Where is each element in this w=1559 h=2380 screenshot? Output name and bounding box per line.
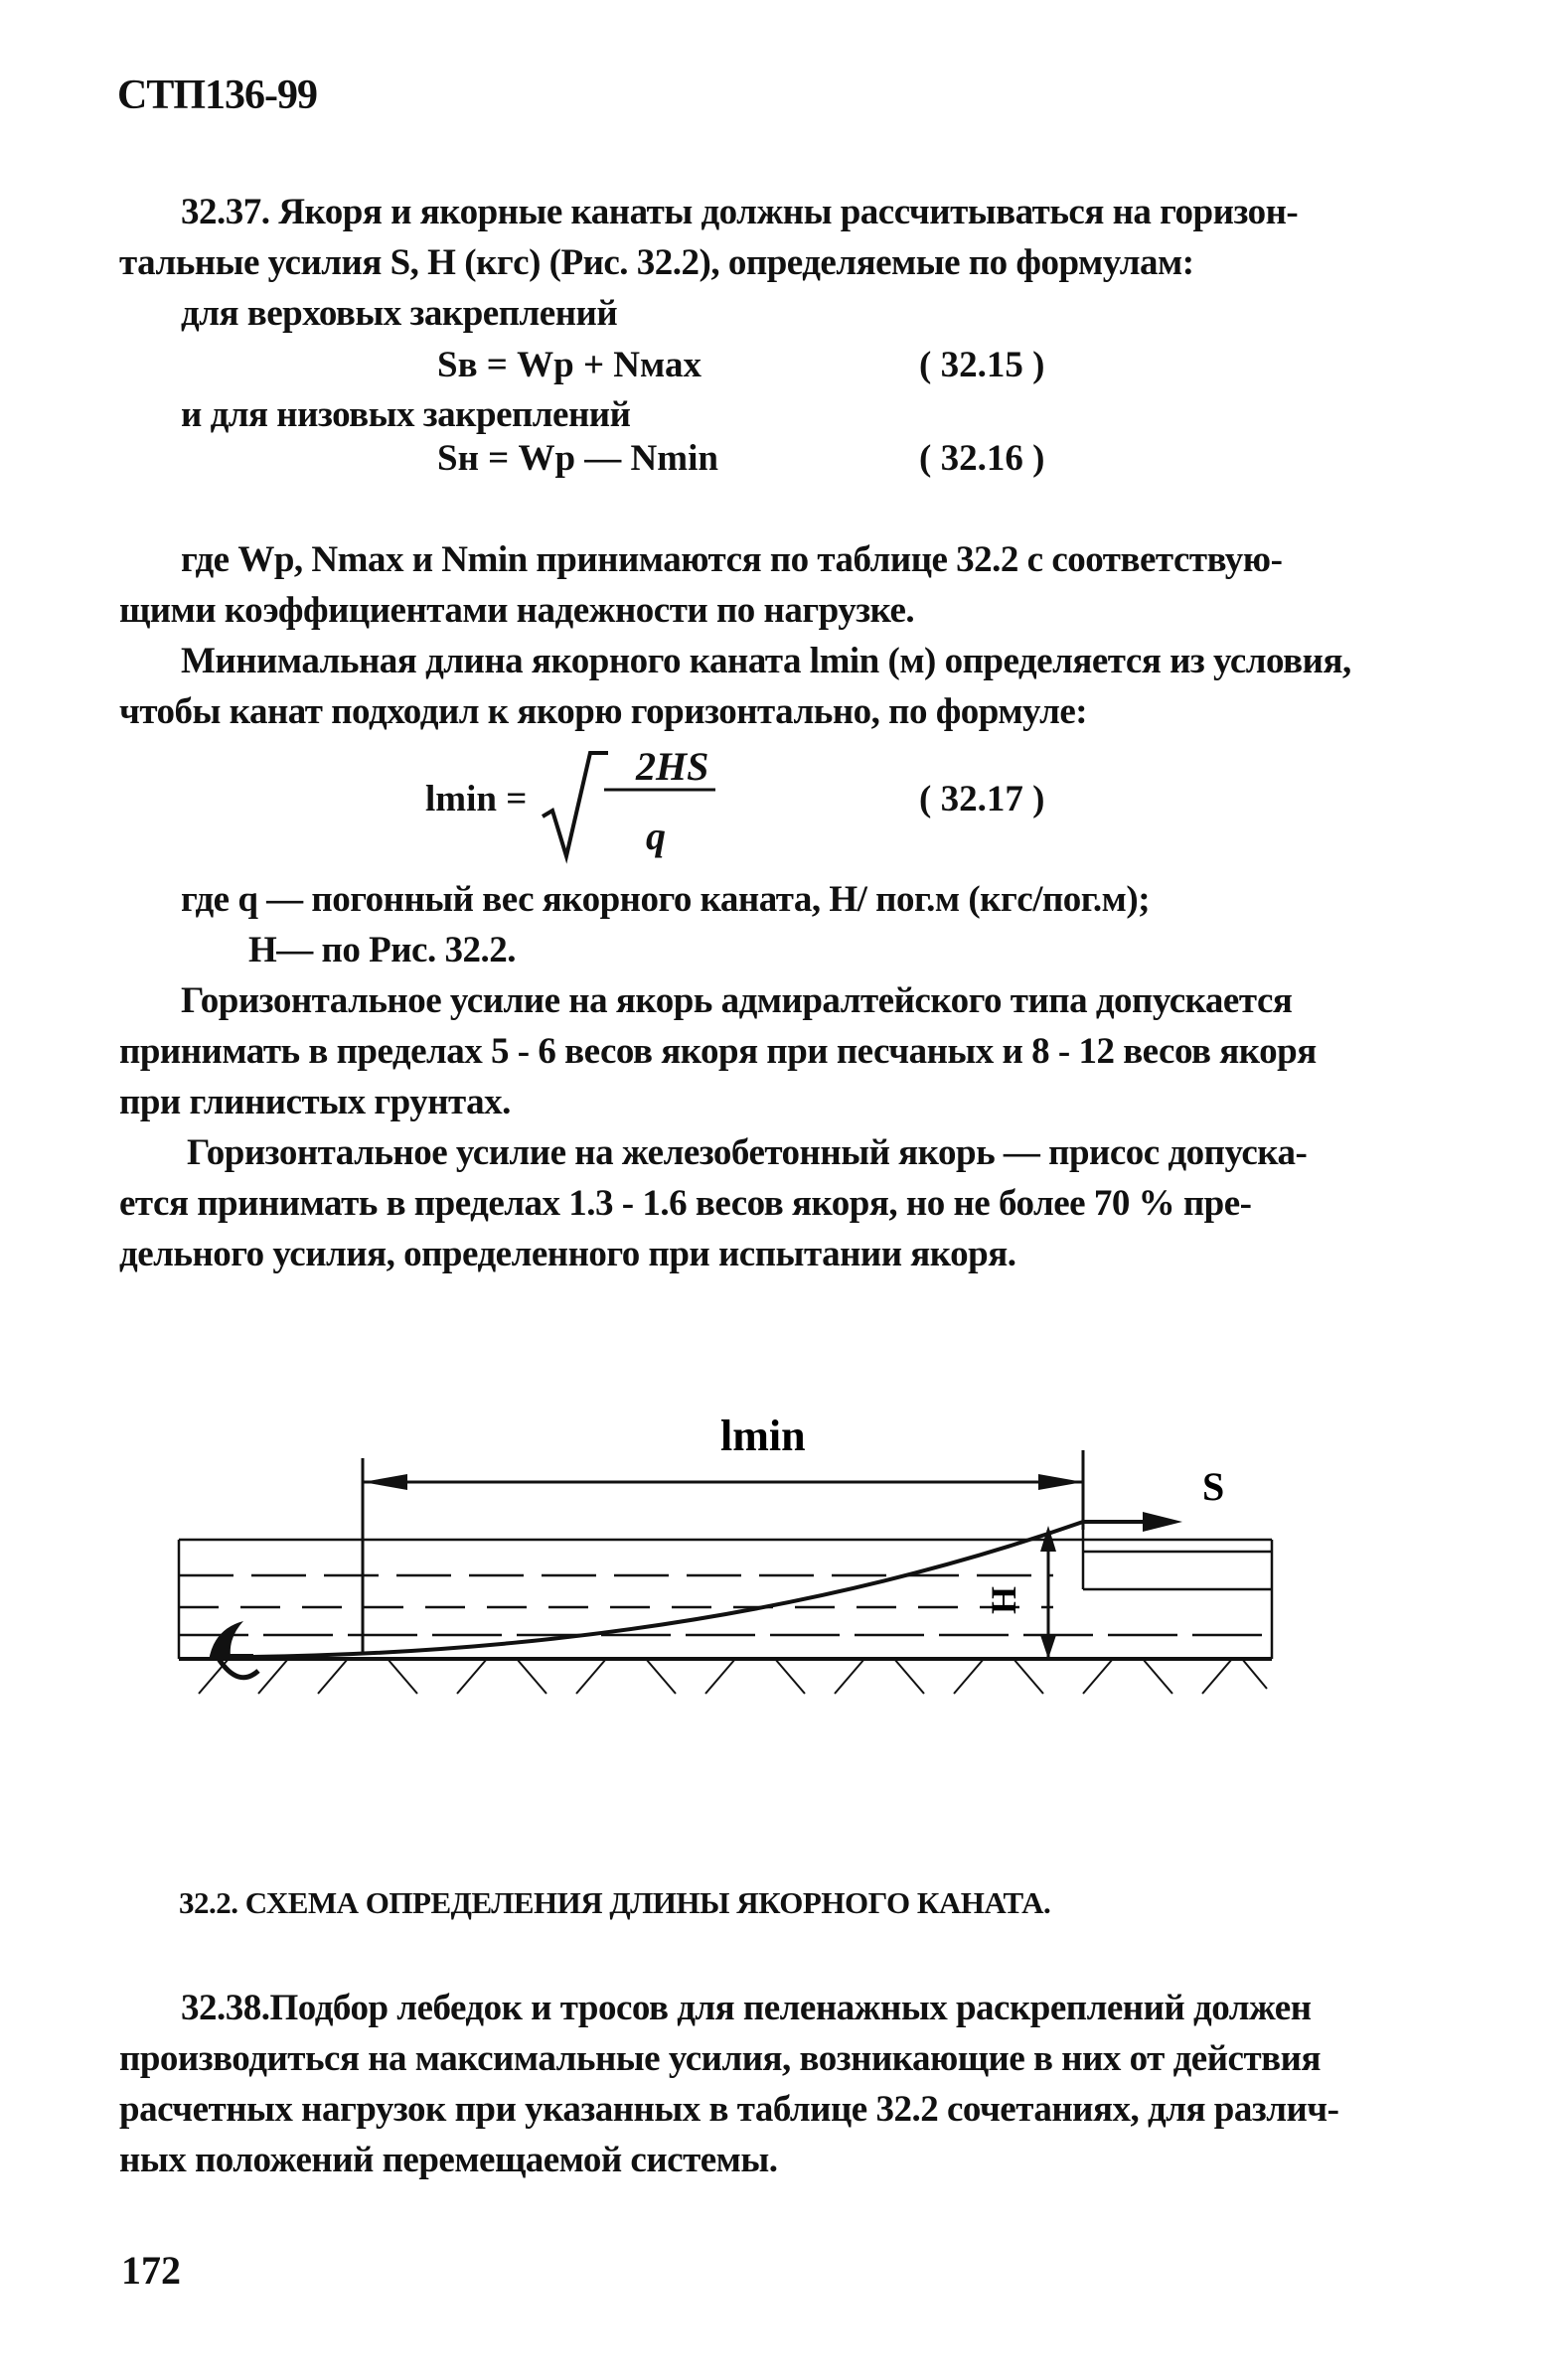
paragraph-32-38-line-3: расчетных нагрузок при указанных в таблице 32.2 сочетаниях, для различ- xyxy=(119,2089,1339,2130)
paragraph-32-37-line-1: 32.37. Якоря и якорные канаты должны рассчитываться на горизон- xyxy=(181,192,1299,232)
anchor-icon xyxy=(209,1621,258,1678)
paragraph-where-line-1: где Wр, Nmax и Nmin принимаются по таблице 32.2 с соответствую- xyxy=(181,539,1283,580)
lower-anchorage-label: и для низовых закреплений xyxy=(181,394,631,435)
figure-caption: 32.2. СХЕМА ОПРЕДЕЛЕНИЯ ДЛИНЫ ЯКОРНОГО КАНАТА. xyxy=(179,1885,1051,1920)
paragraph-lmin-line-1: Минимальная длина якорного каната lmin (м) определяется из условия, xyxy=(181,641,1351,681)
paragraph-concrete-line-3: дельного усилия, определенного при испытании якоря. xyxy=(119,1234,1016,1274)
where-h-definition: Н— по Рис. 32.2. xyxy=(248,930,516,970)
paragraph-admiralty-line-3: при глинистых грунтах. xyxy=(119,1082,511,1122)
formula-32-16-number: ( 32.16 ) xyxy=(919,438,1045,479)
paragraph-where-line-2: щими коэффициентами надежности по нагрузке. xyxy=(119,590,915,631)
upper-anchorage-label: для верховых закреплений xyxy=(181,293,618,334)
where-q-definition: где q — погонный вес якорного каната, Н/ пог.м (кгс/пог.м); xyxy=(181,879,1151,920)
paragraph-32-38-line-1: 32.38.Подбор лебедок и тросов для пеленажных раскреплений должен xyxy=(181,1988,1312,2028)
anchor-rope-diagram xyxy=(159,1391,1312,1709)
paragraph-32-37-line-2: тальные усилия S, H (кгс) (Рис. 32.2), определяемые по формулам: xyxy=(119,242,1194,283)
formula-32-17-lhs: lmin = xyxy=(425,779,528,819)
h-dimension-label: H xyxy=(984,1585,1023,1614)
formula-32-16: Sн = Wр — Nmin xyxy=(437,438,718,479)
paragraph-concrete-line-2: ется принимать в пределах 1.3 - 1.6 весов якоря, но не более 70 % пре- xyxy=(119,1183,1252,1224)
page-number: 172 xyxy=(121,2248,181,2293)
formula-32-17-denominator: q xyxy=(646,814,666,858)
paragraph-lmin-line-2: чтобы канат подходил к якорю горизонтально, по формуле: xyxy=(119,691,1088,732)
paragraph-admiralty-line-1: Горизонтальное усилие на якорь адмиралтейского типа допускается xyxy=(181,980,1293,1021)
paragraph-32-38-line-2: производиться на максимальные усилия, возникающие в них от действия xyxy=(119,2038,1321,2079)
paragraph-concrete-line-1: Горизонтальное усилие на железобетонный якорь — присос допуска- xyxy=(187,1132,1308,1173)
formula-32-15: Sв = Wр + Nмах xyxy=(437,345,702,385)
s-force-label: S xyxy=(1202,1464,1225,1509)
formula-32-17-number: ( 32.17 ) xyxy=(919,779,1045,819)
paragraph-admiralty-line-2: принимать в пределах 5 - 6 весов якоря при песчаных и 8 - 12 весов якоря xyxy=(119,1031,1317,1072)
formula-32-17-numerator: 2HS xyxy=(636,744,709,789)
lmin-dimension-label: lmin xyxy=(720,1412,806,1460)
document-code-header: СТП136-99 xyxy=(117,73,317,118)
paragraph-32-38-line-4: ных положений перемещаемой системы. xyxy=(119,2140,778,2180)
formula-32-15-number: ( 32.15 ) xyxy=(919,345,1045,385)
